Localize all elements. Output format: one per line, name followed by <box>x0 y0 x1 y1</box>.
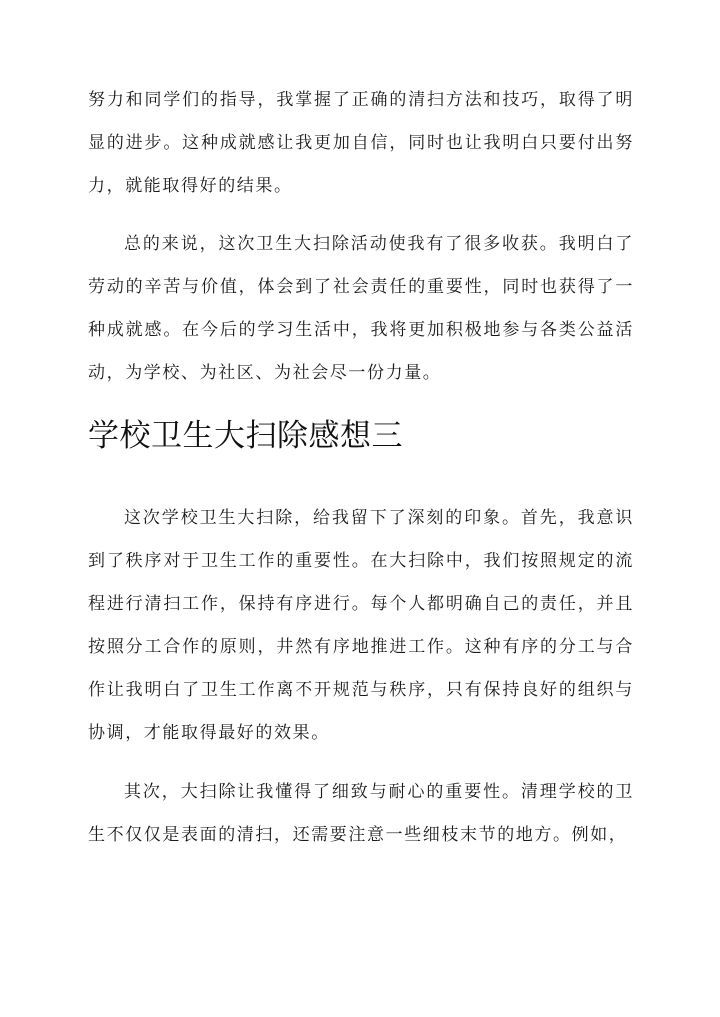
paragraph-first: 这次学校卫生大扫除，给我留下了深刻的印象。首先，我意识到了秩序对于卫生工作的重要性。在大扫除中，我们按照规定的流程进行清扫工作，保持有序进行。每个人都明确自己的责任，并且按照分工合作的原则，井然有序地推进工作。这种有序的分工与合作让我明白了卫生工作离不开规范与秩序，只有保持良好的组织与协调，才能取得最好的效果。 <box>88 508 634 743</box>
paragraph-continued: 努力和同学们的指导，我掌握了正确的清扫方法和技巧，取得了明显的进步。这种成就感让我更加自信，同时也让我明白只要付出努力，就能取得好的结果。 <box>88 90 634 196</box>
paragraph-second: 其次，大扫除让我懂得了细致与耐心的重要性。清理学校的卫生不仅仅是表面的清扫，还需要注意一些细枝末节的地方。例如， <box>88 782 634 845</box>
section-heading: 学校卫生大扫除感想三 <box>88 418 403 454</box>
paragraph-summary: 总的来说，这次卫生大扫除活动使我有了很多收获。我明白了劳动的辛苦与价值，体会到了社会责任的重要性，同时也获得了一种成就感。在今后的学习生活中，我将更加积极地参与各类公益活动，为学校、为社区、为社会尽一份力量。 <box>88 234 634 383</box>
